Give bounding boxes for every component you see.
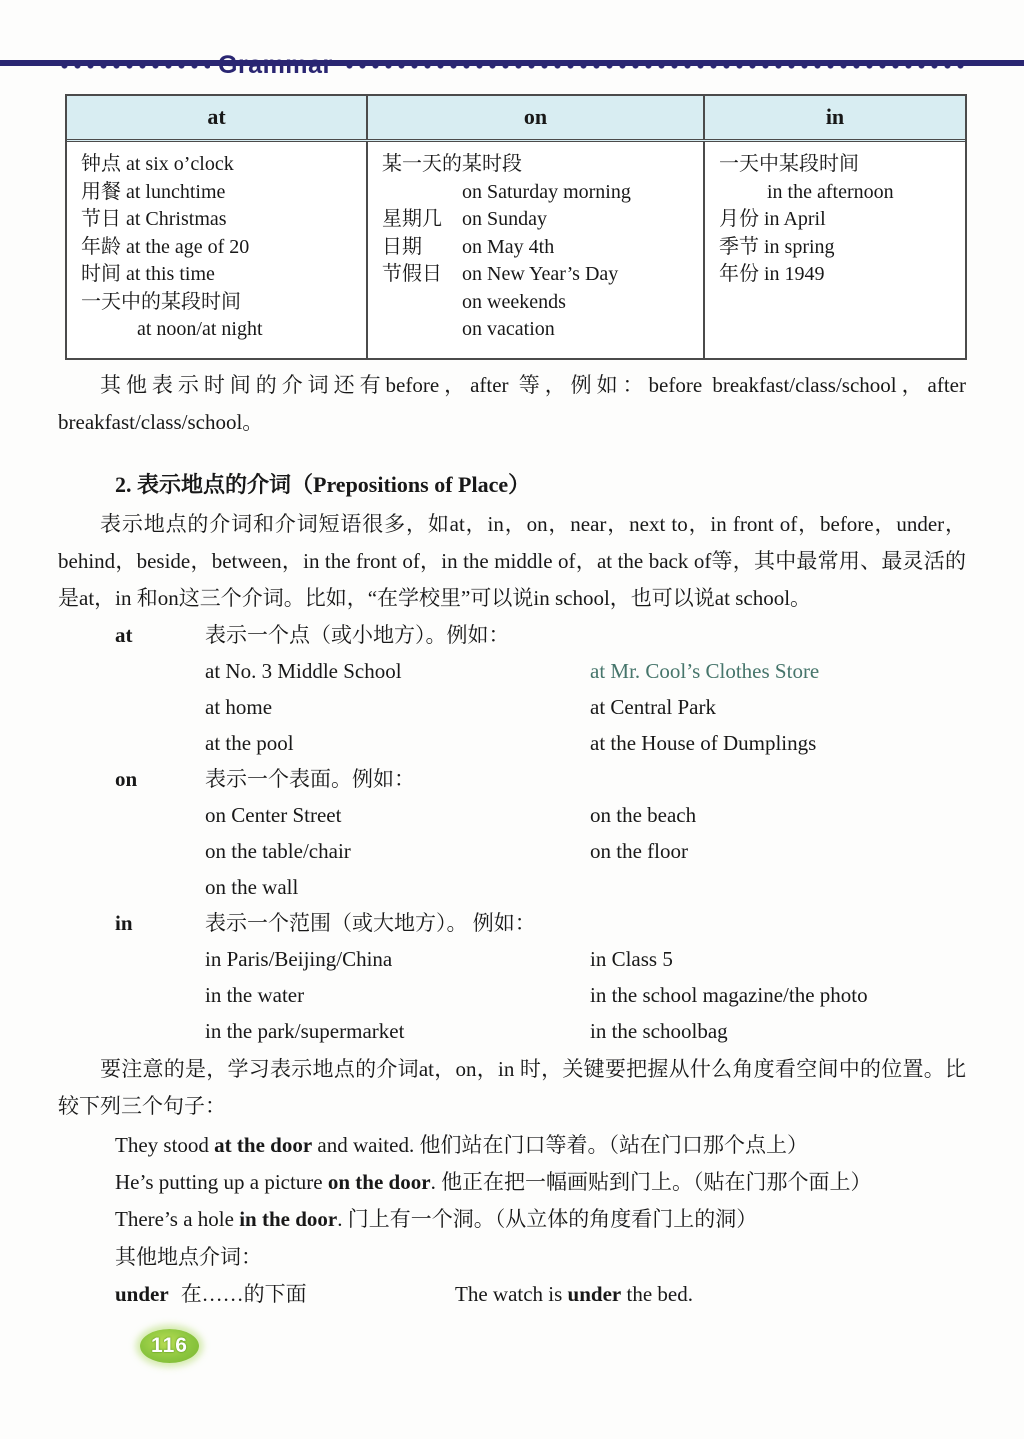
table-line: on weekends <box>462 290 566 313</box>
preposition-word: under <box>115 1281 169 1306</box>
table-line <box>382 261 693 289</box>
table-line: 某一天的某时段 <box>382 153 522 175</box>
table-cell-on <box>368 142 705 358</box>
cn-label: 日期 <box>382 235 422 258</box>
table-body-row <box>67 142 965 358</box>
other-prepositions-heading: 其他地点介词： <box>115 1244 262 1269</box>
preposition-label-on: on <box>115 766 138 791</box>
comparison-sentences <box>115 1127 966 1238</box>
example: on the beach <box>590 802 697 827</box>
example: at the House of Dumplings <box>590 730 817 755</box>
column-header-on: on <box>368 96 705 139</box>
example: on the table/chair <box>205 838 351 863</box>
preposition-label-in: in <box>115 910 133 935</box>
table-line: 季节 in spring <box>719 235 835 258</box>
column-header-in: in <box>825 104 845 129</box>
sentence-on-door: He’s putting up a picture on the door. 他正在把一幅画贴到门上。（贴在门那个面上） <box>115 1169 872 1194</box>
table-line: 一天中的某段时间 <box>81 290 241 313</box>
note-paragraph: 要注意的是，学习表示地点的介词at，on，in 时，关键要把握从什么角度看空间中的位置。比较下列三个句子： <box>58 1056 966 1118</box>
table-line: 时间 at this time <box>81 263 215 285</box>
example: in the schoolbag <box>590 1018 728 1043</box>
time-prepositions-table <box>65 94 967 360</box>
top-rule <box>0 60 1024 66</box>
section2-heading: 2. 表示地点的介词（Prepositions of Place） <box>115 471 531 497</box>
table-line: on vacation <box>462 318 555 340</box>
sentence-in-door: There’s a hole in the door. 门上有一个洞。（从立体的角度看门上的洞） <box>115 1206 758 1231</box>
preposition-meaning: 在……的下面 <box>180 1281 307 1306</box>
preposition-desc: 表示一个点（或小地方）。例如： <box>205 622 510 647</box>
place-section-in <box>58 905 966 1049</box>
table-line: in the afternoon <box>767 180 894 203</box>
table-line: 年龄 at the age of 20 <box>81 235 250 258</box>
table-line: at noon/at night <box>137 318 263 340</box>
example <box>590 869 966 905</box>
example: in the water <box>205 982 305 1007</box>
table-header-row <box>67 96 965 142</box>
cn-label: 节假日 <box>382 263 442 285</box>
cn-label: 星期几 <box>382 208 442 230</box>
table-line <box>382 206 693 234</box>
table-line: 年份 in 1949 <box>719 263 825 285</box>
example: in the park/supermarket <box>205 1018 405 1043</box>
table-line: 一天中某段时间 <box>719 153 859 175</box>
preposition-desc: 表示一个表面。例如： <box>205 766 415 791</box>
table-line: 月份 in April <box>719 208 826 230</box>
example: on the wall <box>205 874 299 899</box>
example: at Central Park <box>590 694 716 719</box>
sentence-at-door: They stood at the door and waited. 他们站在门口等着。（站在门口那个点上） <box>115 1132 808 1157</box>
under-preposition-row <box>115 1276 966 1313</box>
table-line: on Saturday morning <box>462 180 631 203</box>
example: at home <box>205 694 273 719</box>
table-cell-in <box>705 142 965 358</box>
example: in Class 5 <box>590 946 673 971</box>
page <box>0 52 1024 1363</box>
place-section-at <box>58 617 966 761</box>
table-line: 钟点 at six o’clock <box>81 153 234 175</box>
example: at the pool <box>205 730 294 755</box>
en-example: on Sunday <box>462 208 547 230</box>
table-line <box>382 234 693 262</box>
preposition-label-at: at <box>115 622 133 647</box>
column-header-at: at <box>67 96 368 139</box>
en-example: on New Year’s Day <box>462 263 619 285</box>
example: on Center Street <box>205 802 342 827</box>
section2-intro-paragraph: 表示地点的介词和介词短语很多，如at，in，on，near，next to，in front of，before，under，behind，beside，between，in the front of，in the middle of，at the back of等，其中最常用、最灵活的是at，in 和on这三个介词。比如，“在学校里”可以说in school，也可以说at school。 <box>58 511 966 610</box>
example: at No. 3 Middle School <box>205 658 402 683</box>
example: at Mr. Cool’s Clothes Store <box>590 658 820 683</box>
table-line: 用餐 at lunchtime <box>81 180 226 203</box>
example: in Paris/Beijing/China <box>205 946 393 971</box>
preposition-example-sentence: The watch is under the bed. <box>455 1281 693 1306</box>
en-example: on May 4th <box>462 235 555 258</box>
page-number-badge: 116 <box>140 1329 199 1363</box>
table-line: 节日 at Christmas <box>81 208 227 230</box>
paragraph-other-time-prepositions: 其他表示时间的介词还有before，after 等，例如：before breakfast/class/school，after breakfast/class/school。 <box>58 372 966 434</box>
example: on the floor <box>590 838 688 863</box>
preposition-desc: 表示一个范围（或大地方）。 例如： <box>205 910 536 935</box>
table-cell-at <box>67 142 368 358</box>
example: in the school magazine/the photo <box>590 982 868 1007</box>
place-section-on <box>58 761 966 905</box>
